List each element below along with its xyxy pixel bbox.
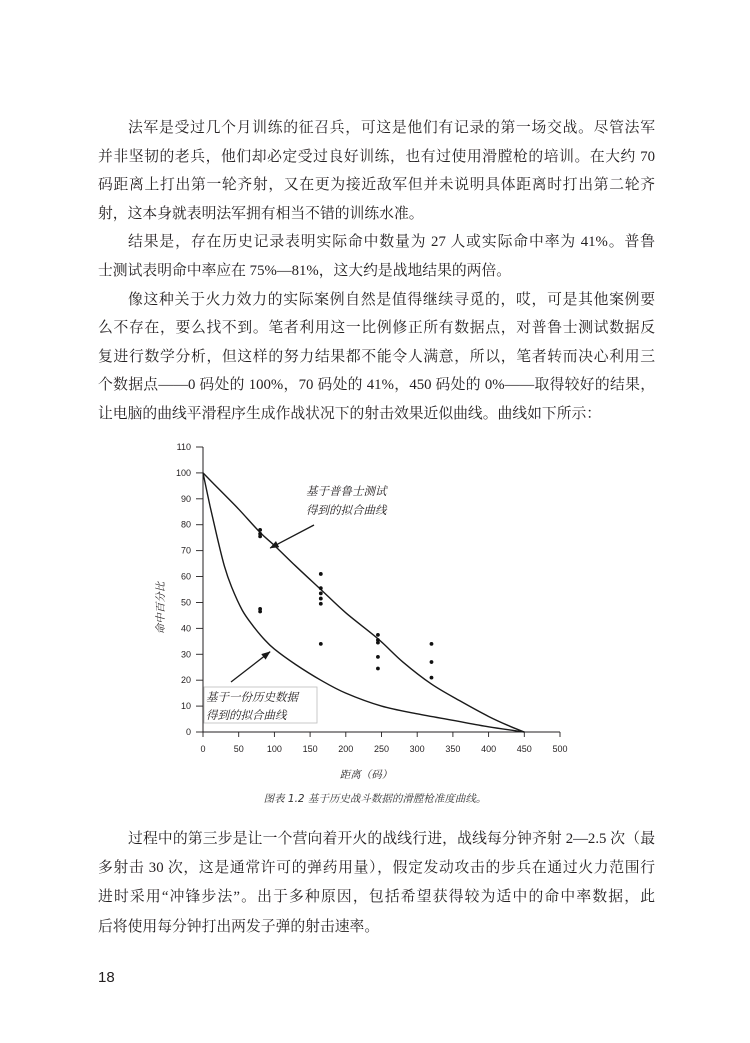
figure-caption: 图表 1.2 基于历史战斗数据的滑膛枪准度曲线。 [263,793,487,805]
data-point-10 [319,642,323,646]
paragraph-2-line-2: 士测试表明命中率应在 75%—81%，这大约是战地结果的两倍。 [98,262,512,279]
paragraph-2-line-1: 结果是，存在历史记录表明实际命中数量为 27 人或实际命中率为 41%。普鲁 [128,234,655,251]
y-tick-label-50: 50 [180,597,191,608]
data-point-7 [319,591,323,595]
y-axis-label: 命中百分比 [155,581,167,635]
data-point-18 [430,676,434,680]
x-tick-label-450: 450 [516,744,532,754]
paragraph-4-line-4: 后将使用每分钟打出两发子弹的射击速率。 [98,918,380,935]
annotation-historical-line-2: 得到的拟合曲线 [206,708,287,722]
y-tick-label-60: 60 [180,571,191,582]
annotation-prussian-line-1: 基于普鲁士测试 [306,484,387,498]
paragraph-4-line-1: 过程中的第三步是让一个营向着开火的战线行进，战线每分钟齐射 2—2.5 次（最 [128,831,655,847]
y-tick-label-110: 110 [176,442,191,452]
data-point-9 [319,602,323,606]
paragraph-1-line-3: 码距离上打出第一轮齐射，又在更为接近敌军但并未说明具体距离时打出第二轮齐 [98,177,655,194]
x-tick-label-100: 100 [266,744,282,754]
y-tick-label-10: 10 [180,701,191,712]
annotation-prussian-line-2: 得到的拟合曲线 [306,503,387,517]
data-point-6 [319,586,323,590]
body-text-before-figure [98,114,655,429]
y-tick-label-90: 90 [180,493,191,504]
annotation-historical-line-1: 基于一份历史数据 [206,690,298,704]
paragraph-3-line-1: 像这种关于火力效力的实际案例自然是值得继续寻觅的，哎，可是其他案例要 [128,291,655,308]
x-tick-label-500: 500 [552,744,568,754]
paragraph-3-line-4: 个数据点——0 码处的 100%，70 码处的 41%，450 码处的 0%——取得较好的结果， [98,377,655,394]
data-point-13 [376,641,380,645]
annotation-prussian-arrow [270,525,314,548]
x-tick-label-300: 300 [409,744,425,754]
y-tick-label-30: 30 [180,649,191,660]
annotation-historical-arrow [231,652,270,682]
y-tick-label-0: 0 [185,727,191,737]
paragraph-3-line-5: 让电脑的曲线平滑程序生成作战状况下的射击效果近似曲线。曲线如下所示： [98,405,602,422]
paragraph-3-line-2: 么不存在，要么找不到。笔者利用这一比例修正所有数据点，对普鲁士测试数据反 [98,320,655,337]
data-point-17 [430,660,434,664]
paragraph-1-line-1: 法军是受过几个月训练的征召兵，可这是他们有记录的第一场交战。尽管法军 [128,120,655,136]
data-point-11 [376,633,380,637]
y-tick-label-80: 80 [180,519,191,530]
y-tick-label-70: 70 [180,545,191,556]
x-tick-label-50: 50 [233,744,244,754]
y-axis-ticks [176,442,203,737]
paragraph-4-line-3: 进时采用“冲锋步法”。出于多种原因，包括希望获得较为适中的命中率数据，此 [98,889,655,906]
data-point-15 [376,667,380,671]
x-tick-label-150: 150 [302,744,318,754]
paragraph-1-line-4: 射，这本身就表明法军拥有相当不错的训练水准。 [98,205,424,222]
x-tick-label-400: 400 [481,744,497,754]
body-text-after-figure [98,825,655,942]
x-tick-label-250: 250 [373,744,390,754]
data-point-8 [319,597,323,601]
data-point-16 [430,642,434,646]
data-point-0 [258,528,262,532]
y-tick-label-100: 100 [175,467,191,478]
y-tick-label-40: 40 [180,623,191,634]
paragraph-3-line-3: 复进行数学分析，但这样的努力结果都不能令人满意，所以，笔者转而决心利用三 [98,348,655,365]
x-axis-label: 距离（码） [339,769,393,781]
data-point-5 [319,572,323,576]
x-axis-ticks [200,732,567,754]
musket-accuracy-chart [0,430,750,810]
data-point-2 [258,534,262,538]
page-number: 18 [98,969,115,986]
data-point-14 [376,655,380,659]
x-tick-label-200: 200 [338,744,354,754]
y-tick-label-20: 20 [180,675,191,686]
x-tick-label-0: 0 [200,744,206,754]
x-tick-label-350: 350 [445,744,461,754]
paragraph-4-line-2: 多射击 30 次，这是通常许可的弹药用量），假定发动攻击的步兵在通过火力范围行 [98,860,655,877]
data-point-4 [258,610,262,614]
paragraph-1-line-2: 并非坚韧的老兵，他们却必定受过良好训练，也有过使用滑膛枪的培训。在大约 70 [98,148,655,165]
